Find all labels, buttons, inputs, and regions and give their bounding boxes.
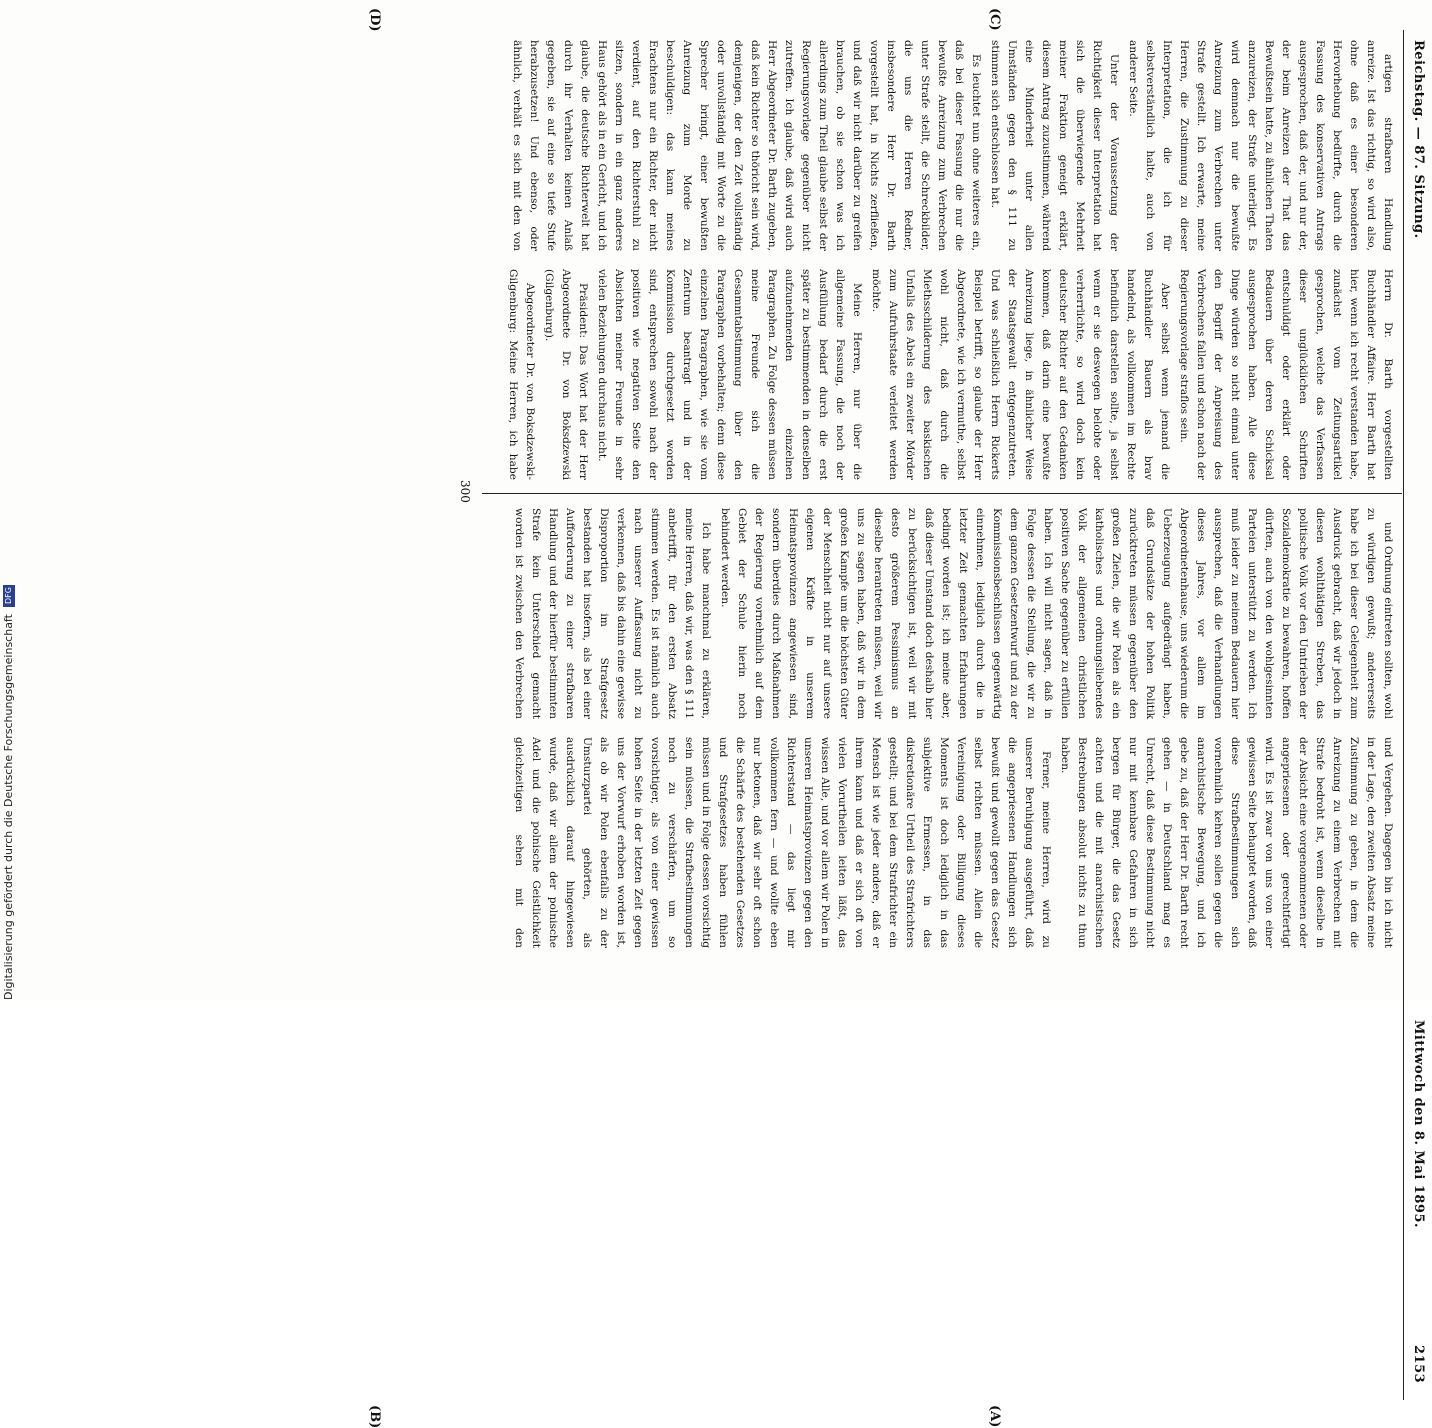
margin-letter-d: (D) [367,8,382,32]
paragraph: Ich habe manchmal zu erklären, meine Herren, daß wir, was den § 111 anbetrifft, für den ersten Absatz stimmen werden. Es ist nämlich auch nach unserer Auffassung nicht zu verkennen, daß bis dahin eine gewisse Disproportion im Strafgesetz bestanden hat insofern, als bei einer Aufforderung zu einer strafbaren Handlung und der hierfür bestimmten Strafe kein Unterschied gemacht worden ist zwischen den Verbrechen und Vergehen. Dagegen bin ich nicht in der Lage, den zweiten Absatz meine Zustimmung zu geben, in dem die Anreizung zu einem Verbrechen mit Strafe bedroht ist, wenn dieselbe in der Absicht eine vorgenommenen oder angepriesenen oder gerechtfertigt wird. Es ist zwar von uns von einer gewissen Seite behauptet worden, daß diese Strafbestimmungen sich vornehmlich kehren sollen gegen die anarchistische Bewegung, und ich gebe zu, daß der Herr Dr. Barth recht gehen — in Deutschland mag es Unrecht, daß diese Bestimmung nicht nur mit kennbare Gefahren in sich bergen für Bürger, die das Gesetz achten und die mit anarchistischen Bestrebungen absolut nichts zu thun haben. [513,508,1394,948]
header-rule [1403,30,1404,1400]
margin-letter-a: (A) [987,1405,1002,1428]
margin-letter-c: (C) [987,8,1002,31]
margin-letter-b: (B) [367,1405,382,1428]
header-date: Mittwoch den 8. Mai 1895. [1411,1020,1426,1229]
paragraph: und Ordnung eintreten sollten, wohl zu würdigen gewußt; andererseits habe ich bei dieser Gelegenheit zum Ausdruck gebracht, daß wir jedoch in diesen wohlthätigen Streben, das politische Volk vor den Umtrieben der Sozialdemokratie zu bewahren, hoffen dürften, auch von den wohlgesinnten Parteien unterstützt zu werden. Ich muß leider zu meinem Bedauern hier aussprechen, daß die Verhandlungen dieses Jahres, vor allem im Abgeordnetenhause, uns wiederum die Ueberzeugung aufgedrängt haben, daß Grundsätze der hohen Politik zurücktreten müssen gegenüber den großen Zielen, die wir Polen als ein katholisches und ordnungsliebendes Volk der allgemeinen christlichen positiven Sache gegenüber zu erfüllen haben. Ich will nicht sagen, daß in Folge dessen die Stellung, die wir zu dem ganzen Gesetzentwurf und zu der Kommissionsbeschlüssen gegenwärtig einnehmen, lediglich durch die in letzter Zeit gemachten Erfahrungen bedingt worden ist; ich meine aber, daß dieser Umstand doch deshalb hier zu berücksichtigen ist, weil wir mit desto größerem Pessimismus an dieselbe herantreten müssen, weil wir uns zu sagen haben, daß wir in dem großen Kampfe um die höchsten Güter der Menschheit nicht nur auf unsere eigenen Kräfte in unserem Heimatsprovinzen angewiesen sind, sondern überdies durch Maßnahmen der Regierung vornehmlich auf dem Gebiet der Schule hierin noch behindert werden. [719,508,1394,719]
paragraph: Präsident: Das Wort hat der Herr Abgeordnete Dr. von Boksdzewski (Gilgenburg). [543,269,589,480]
paragraph: Es leuchtet nun ohne weiteres ein, daß bei dieser Fassung die nur die bewußte Anreizung zum Verbrechen unter Strafe stellt, die Schreckbilder, die uns die Herren Redner, insbesondere Herr Dr. Barth vorgestellt hat, in Nichts zerfließen, und daß wir nicht darüber zu greifen brauchen, ob sie schon was ich allerdings zum Theil glaube selbst der Regierungsvorlage gegenüber nicht zutreffen. Ich glaube, daß wird auch Herr Abgeordneter Dr. Barth zugeben, daß kein Richter so thöricht sein wird, demjenigen, der den Zeit vollständig oder unvollständig mit Worte zu die Sprecher bringt, einer bewußten Anreizung zum Morde zu beschuldigen: das kann meines Erachtens nur ein Richter, der nicht verdient, auf den Richterstuhl zu sitzen, sondern in ein ganz anderes Haus gehört als in ein Gericht, und ich glaube, die deutsche Richterwelt hat durch ihr Verhalten keinen Anlaß gegeben, sie auf eine so tiefe Stufe herabzusetzen! Und ebenso, oder ähnlich, verhält es sich mit den von Herrn Dr. Barth vorgestellten Buchhändler Affaire. Herr Barth hat hier, wenn ich recht verstanden habe, zunächst vom Zeitungsartikel gesprochen, welche das Verfassen dieser unglücklichen Schriften entschuldigt oder erklärt oder Bedauern über deren Schicksal ausgesprochen haben. Alle diese Dinge würden so nicht einmal unter den Begriff der Anpreisung des Verbrechens fallen und schon nach der Regierungsvorlage straflos sein. [511,40,1394,480]
right-text-block [496,508,1396,948]
header-page-number: 2153 [1411,1345,1426,1384]
page-footer-number: 300 [458,480,472,503]
paragraph: Abgeordneter Dr. von Boksdzewski-Gilgenburg: Meine Herren, ich habe [507,269,536,480]
header-left-title: Reichstag. — 87. Sitzung. [1411,40,1426,239]
paragraph: artigen strafbaren Handlung anreize. Ist das richtig, so wird also, ohne daß es einer besonderen Hervorhebung bedürfte, durch die Fassung des konservativen Antrags ausgesprochen, daß der, und nur der, der beim Anreizen der That das Bewußtsein hatte, zu ähnlichen Thaten anzureizen, der Strafe unterliegt. Es wird demnach nur die bewußte Anreizung zum Verbrechen unter Strafe gestellt. Ich erwarte, meine Herren, die Zustimmung zu dieser Interpretation, die ich für selbstverständlich halte, auch von anderer Seite. [1127,40,1394,251]
digitization-note [2,0,15,1000]
paragraph: Aber selbst wenn jemand die Buchhändler Bauern als brav handelnd, als vollkommen im Rechte befindlich darstellen sollte, ja selbst wenn er sie deswegen belobte oder verherrlichte, so wird doch kein deutscher Richter auf den Gedanken kommen, daß darin eine bewußte Anreizung liege, in ähnlicher Weise der Staatsgewalt entgegenzutreten. Und was schließlich Herrn Rickerts Beispiel betrifft, so glaube der Herr Abgeordnete, wie ich vermuthe, selbst wohl nicht, daß durch die Miethsschilderung des baskischen Unfalls des Abels ein zweiter Mörder zum Aufruhrstaate verleitet werden möchte. [870,269,1171,480]
column-divider [482,493,1402,494]
dfg-logo-icon: DFG [3,585,15,607]
paragraph: Unter der Voraussetzung der Richtigkeit dieser Interpretation hat sich die überwiegende Mehrheit meiner Fraktion geneigt erklärt, diesem Antrag zuzustimmen, während eine Minderheit unter allen Umständen gegen den § 111 zu stimmen sich entschlossen hat. [989,40,1120,251]
paragraph: Ferner, meine Herren, wird zu unserer Beruhigung ausgeführt, daß die angepriesenen Handlungen sich bewußt und gewollt gegen das Gesetz selbst richten müssen. Allein die Vereinigung oder Billigung dieses Moments ist doch lediglich in das subjektive Ermessen, in das diskretionäre Urtheil des Strafrichters gestellt; und bei dem Strafrichter ein Mensch ist wie jeder andere, daß er ihrem kann und daß er sich oft von vielen Vorurtheilen leiten läßt, das wissen Alle, und vor allem wir Polen in unseren Heimatsprovinzen gegen den Richterstand — das liegt mir vollkommen fern — und wollte eben nur betonen, daß wir sehr oft schon die Schärfe des bestehenden Gesetzes und Strafgesetzes haben fühlen müssen und in Folge dessen vorsichtig sein müssen, die Strafbestimmungen noch zu verschärfen, um so vorsichtiger, als von einer gewissen hohen Seite in der letzten Zeit gegen uns der Vorwurf erhoben worden ist, als ob wir Polen ebenfalls zu der Umsturzpartei gehörten, als ausdrücklich darauf hingewiesen wurde, daß wir allem der polnische Adel und die polnische Geistlichkeit gleichzeitigen sehen mit den [513,737,1052,948]
paragraph: Meine Herren, nur über die allgemeine Fassung, die noch der Ausfüllung bedarf durch die erst später zu bestimmenden in denselben aufzunehmenden einzelnen Paragraphen. Zu Folge dessen müssen meine Freunde sich die Gesammtabstimmung über den Paragraphen vorbehalten; denn diese einzelnen Paragraphen, wie sie vom Zentrum beantragt und in der Kommission durchgesetzt worden sind, entsprechen sowohl nach der positiven wie negativen Seite den Absichten meiner Freunde in sehr vielen Beziehungen durchaus nicht. [596,269,863,480]
left-text-block [496,40,1396,480]
digitization-text: Digitalisierung gefördert durch die Deutsche Forschungsgemeinschaft [2,614,15,1000]
